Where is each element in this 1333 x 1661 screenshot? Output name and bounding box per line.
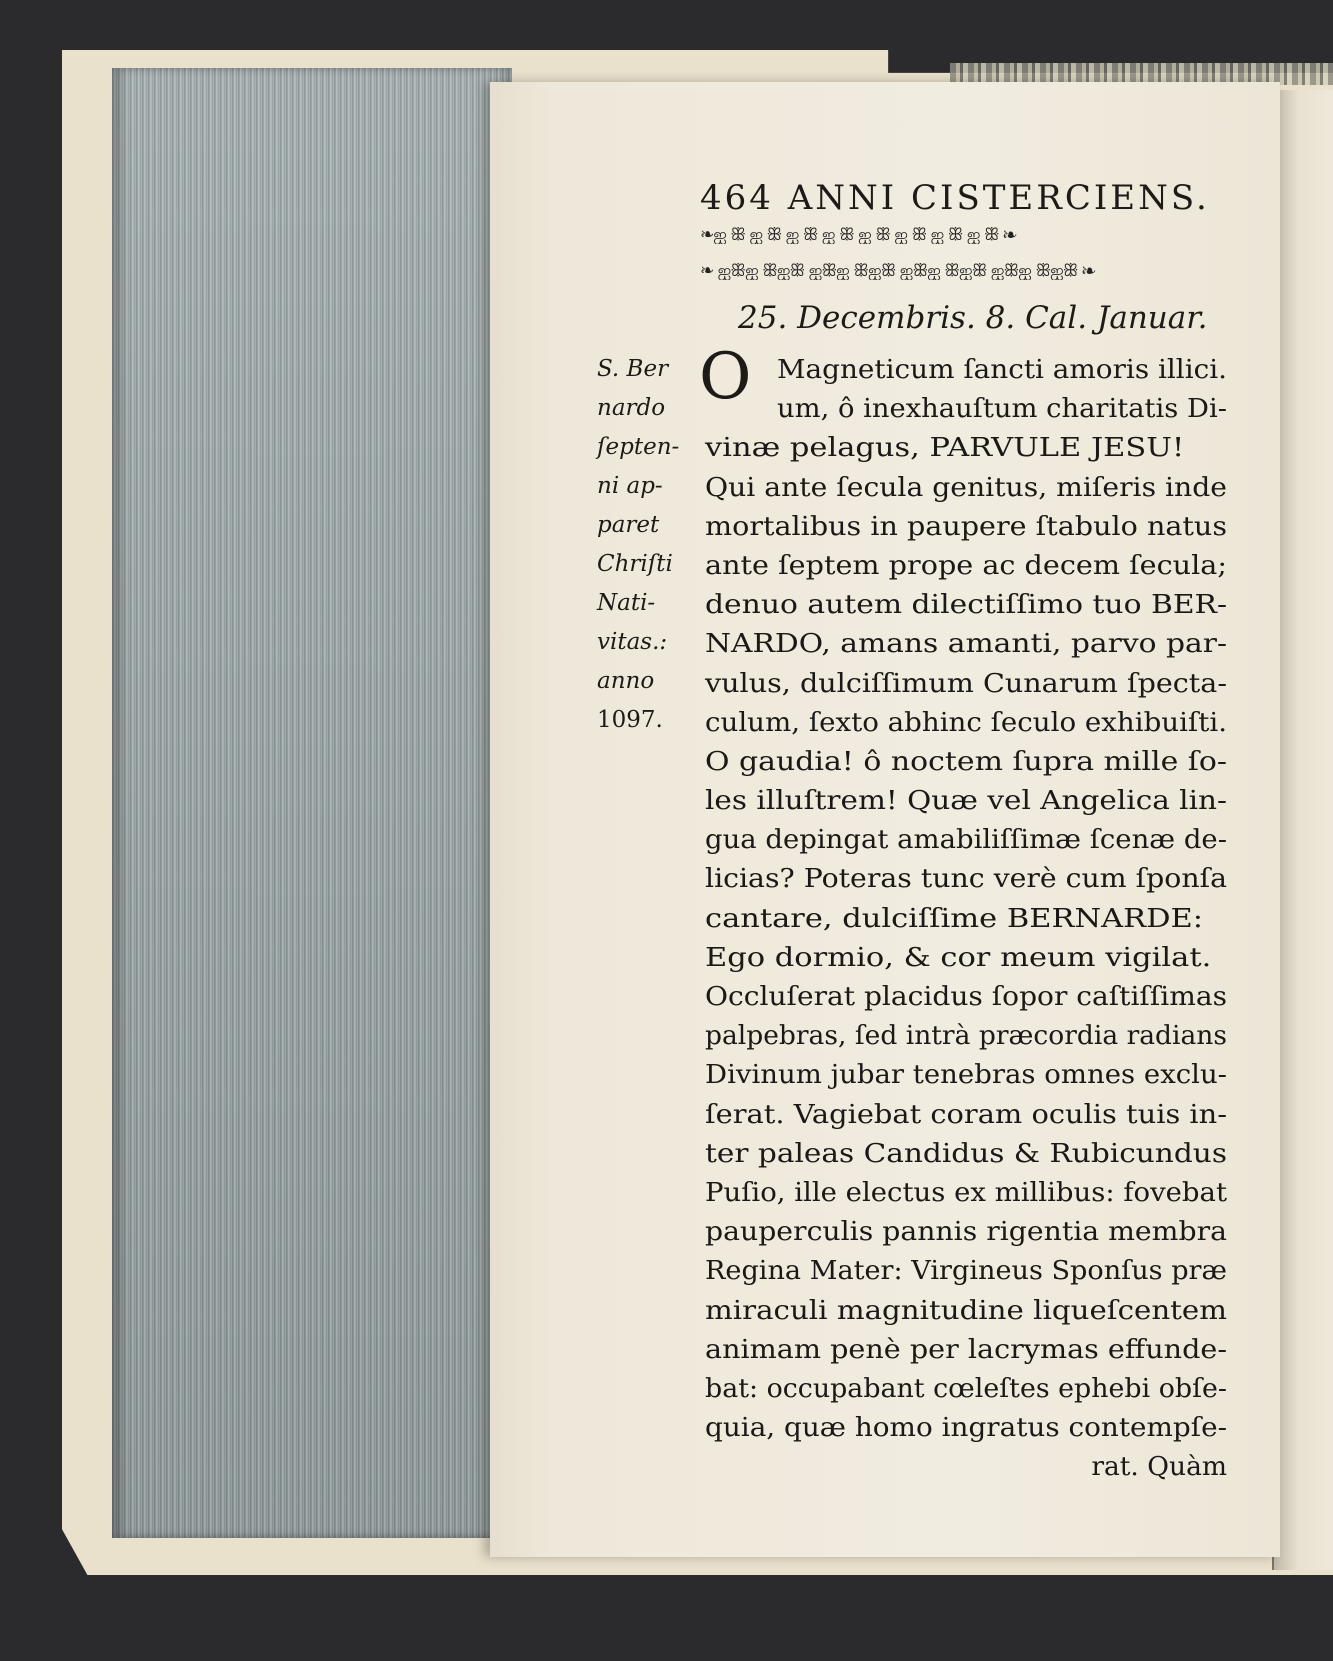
text-line: bat: occupabant cœleſtes ephebi obſe-	[705, 1372, 1227, 1404]
body-text	[705, 350, 1227, 1486]
text-line: quia, quæ homo ingratus contempſe-	[705, 1412, 1227, 1444]
date-heading: 25. Decembris. 8. Cal. Januar.	[738, 300, 1208, 336]
ornament-band-top: ❧ஐ ꕥ ஐ ꕥ ஐ ꕥ ஐ ꕥ ஐ ꕥ ஐ ꕥ ஐ ꕥ ஐ ꕥ ❧	[700, 226, 1016, 244]
text-line: vulus, dulciſſimum Cunarum ſpecta-	[705, 667, 1227, 699]
text-line: denuo autem dilectiſſimo tuo BER-	[705, 589, 1227, 621]
margin-note	[597, 350, 697, 740]
margin-note-line: Nati-	[597, 590, 656, 616]
margin-note-line: paret	[597, 512, 660, 538]
text-line: vinæ pelagus, PARVULE JESU!	[705, 432, 1185, 464]
margin-note-line: S. Ber	[597, 356, 669, 382]
text-line-catchword: rat. Quàm	[1091, 1451, 1227, 1483]
text-line: pauperculis pannis rigentia membra	[705, 1216, 1227, 1248]
facing-page-edge	[1272, 90, 1333, 1570]
running-title: ANNI CISTERCIENS.	[787, 178, 1210, 218]
text-line: NARDO, amans amanti, parvo par-	[705, 628, 1227, 660]
text-line: ter paleas Candidus & Rubicundus	[705, 1137, 1227, 1169]
text-line: Puſio, ille electus ex millibus: fovebat	[705, 1176, 1227, 1208]
text-line: miraculi magnitudine liqueſcentem	[705, 1294, 1227, 1326]
margin-note-line: nardo	[597, 395, 666, 421]
drop-cap: O	[699, 340, 752, 414]
running-head	[700, 178, 1230, 218]
page-edges	[112, 68, 512, 1538]
margin-note-line: Chriſti	[597, 551, 673, 577]
text-line: les illuſtrem! Quæ vel Angelica lin-	[705, 785, 1227, 817]
margin-note-year: 1097.	[597, 707, 663, 733]
text-line: Regina Mater: Virgineus Sponſus præ	[705, 1255, 1227, 1287]
text-line: Qui ante ſecula genitus, miſeris inde	[705, 471, 1227, 503]
text-line: ſerat. Vagiebat coram oculis tuis in-	[705, 1098, 1227, 1130]
margin-note-line: vitas.:	[597, 629, 668, 655]
text-line: culum, ſexto abhinc ſeculo exhibuiſti.	[705, 706, 1227, 738]
text-line: mortalibus in paupere ſtabulo natus	[705, 510, 1227, 542]
text-line: cantare, dulciſſime BERNARDE:	[705, 902, 1204, 934]
text-line: um, ô inexhauſtum charitatis Di-	[777, 393, 1227, 425]
text-line: Occluſerat placidus ſopor caſtiſſimas	[705, 981, 1227, 1012]
text-line: O gaudia! ô noctem ſupra mille ſo-	[705, 745, 1227, 777]
text-line: licias? Poteras tunc verè cum ſponſa	[705, 863, 1227, 895]
margin-note-line: ſepten-	[597, 434, 680, 460]
margin-note-line: anno	[597, 668, 655, 694]
text-line: Divinum jubar tenebras omnes exclu-	[705, 1059, 1227, 1091]
text-line: palpebras, ſed intrà præcordia radians	[705, 1020, 1227, 1052]
margin-note-line: ni ap-	[597, 473, 663, 499]
text-line: Ego dormio, & cor meum vigilat.	[705, 941, 1212, 973]
text-line: animam penè per lacrymas effunde-	[705, 1333, 1227, 1365]
text-line: gua depingat amabiliſſimæ ſcenæ de-	[705, 824, 1227, 856]
page-number: 464	[700, 178, 774, 218]
ornament-band-bottom: ❧ ஐꕥஐ ꕥஐꕥ ஐꕥஐ ꕥஐꕥ ஐꕥஐ ꕥஐꕥ ஐꕥஐ ꕥஐꕥ ❧	[700, 262, 1095, 280]
text-line: ante ſeptem prope ac decem ſecula;	[705, 549, 1227, 581]
text-line: Magneticum ſancti amoris illici.	[777, 354, 1227, 385]
